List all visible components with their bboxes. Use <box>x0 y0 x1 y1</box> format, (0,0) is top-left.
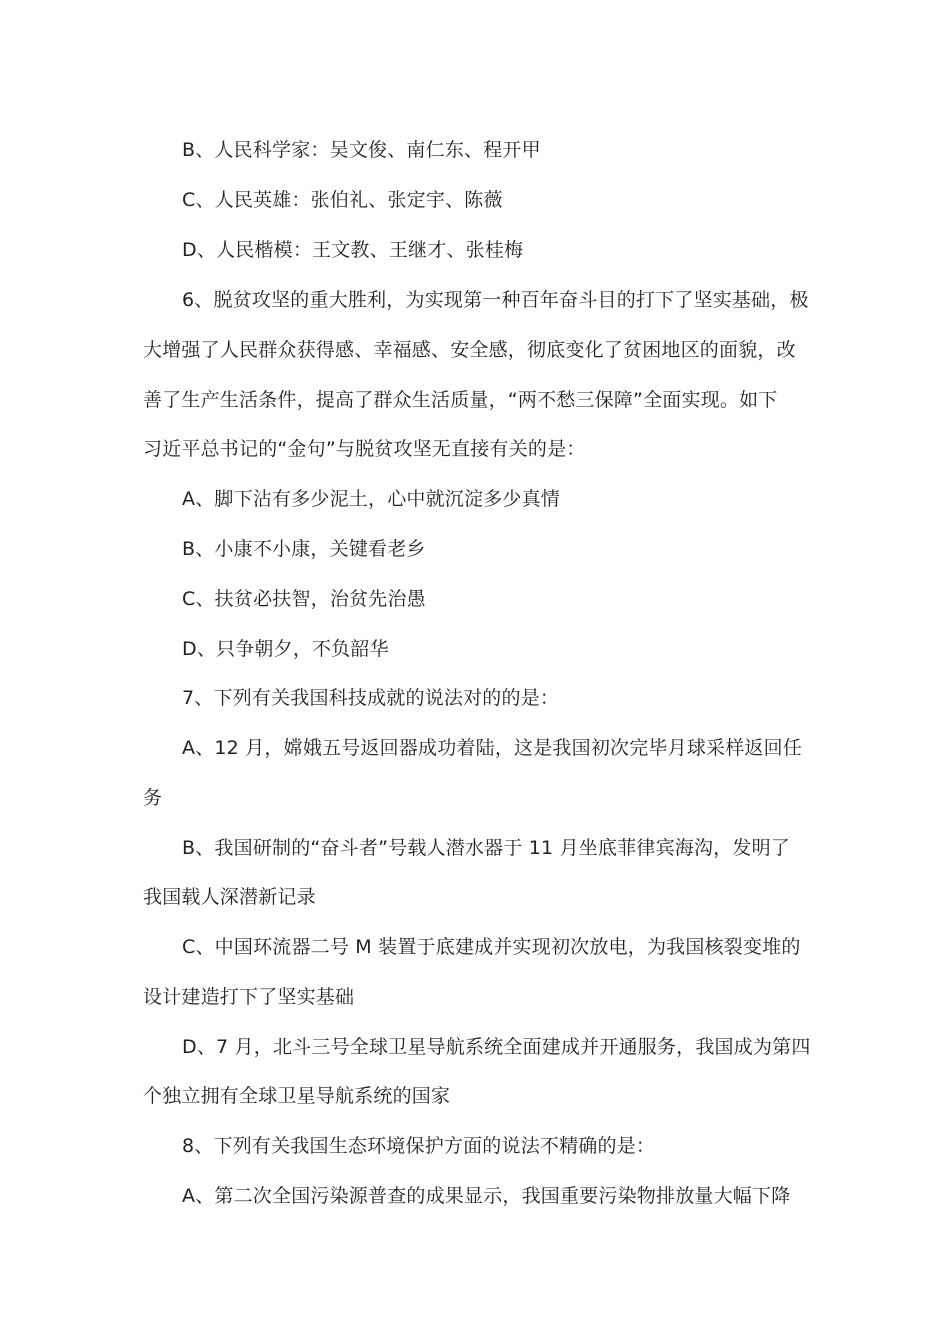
option-d-models: D、人民楷模：王文教、王继才、张桂梅 <box>182 239 524 261</box>
question-6-line-3: 善了生产生活条件，提高了群众生活质量，“两不愁三保障”全面实现。如下 <box>143 389 778 411</box>
q7-option-a-line-2: 务 <box>143 787 163 809</box>
q7-option-d-line-2: 个独立拥有全球卫星导航系统的国家 <box>143 1085 451 1107</box>
q7-option-c-line-2: 设计建造打下了坚实基础 <box>143 986 355 1008</box>
q7-option-d-line-1: D、7 月，北斗三号全球卫星导航系统全面建成并开通服务，我国成为第四 <box>182 1036 811 1058</box>
q7-option-c-line-1: C、中国环流器二号 M 装置于底建成并实现初次放电，为我国核裂变堆的 <box>182 936 801 958</box>
question-6-line-2: 大增强了人民群众获得感、幸福感、安全感，彻底变化了贫困地区的面貌，改 <box>143 339 796 361</box>
option-b-scientists: B、人民科学家：吴文俊、南仁东、程开甲 <box>182 139 541 161</box>
question-8: 8、下列有关我国生态环境保护方面的说法不精确的是： <box>182 1135 656 1157</box>
q8-option-a: A、第二次全国污染源普查的成果显示，我国重要污染物排放量大幅下降 <box>182 1185 791 1207</box>
q7-option-b-line-2: 我国载人深潜新记录 <box>143 886 316 908</box>
q6-option-c: C、扶贫必扶智，治贫先治愚 <box>182 588 426 610</box>
q6-option-b: B、小康不小康，关键看老乡 <box>182 538 426 560</box>
q7-option-a-line-1: A、12 月，嫦娥五号返回器成功着陆，这是我国初次完毕月球采样返回任 <box>182 737 803 759</box>
option-c-heroes: C、人民英雄：张伯礼、张定宇、陈薇 <box>182 189 503 211</box>
question-6-line-4: 习近平总书记的“金句”与脱贫攻坚无直接有关的是： <box>143 438 586 460</box>
q6-option-d: D、只争朝夕，不负韶华 <box>182 638 389 660</box>
question-7: 7、下列有关我国科技成就的说法对的的是： <box>182 687 560 709</box>
question-6-line-1: 6、脱贫攻坚的重大胜利，为实现第一种百年奋斗目的打下了坚实基础，极 <box>182 289 809 311</box>
q6-option-a: A、脚下沾有多少泥土，心中就沉淀多少真情 <box>182 488 560 510</box>
q7-option-b-line-1: B、我国研制的“奋斗者”号载人潜水器于 11 月坐底菲律宾海沟，发明了 <box>182 837 790 859</box>
